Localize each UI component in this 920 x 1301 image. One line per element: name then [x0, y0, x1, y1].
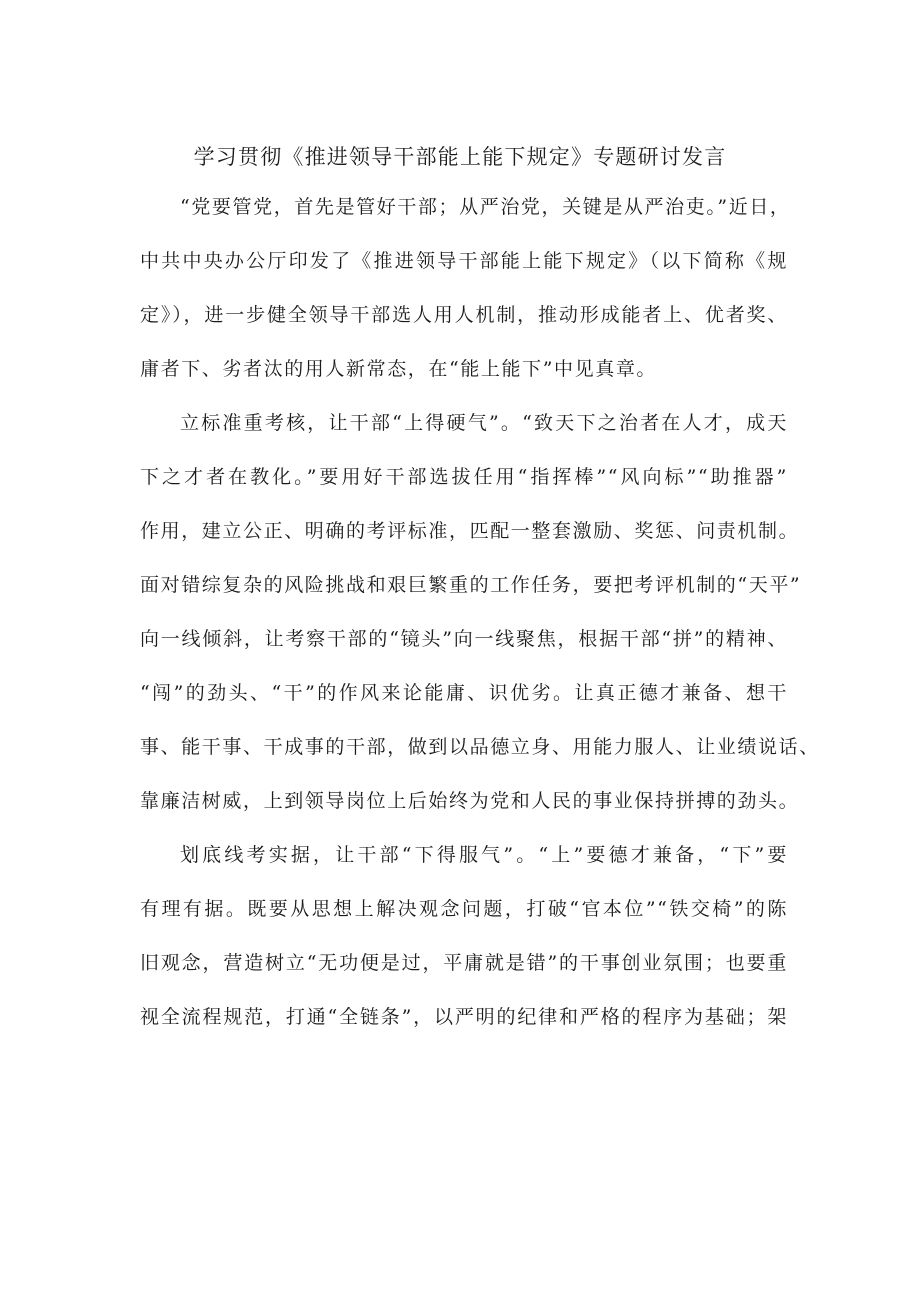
paragraph-2-line-3: 作用，建立公正、明确的考评标准，匹配一整套激励、奖惩、问责机制。: [140, 520, 800, 542]
paragraph-1-line-2: 中共中央办公厅印发了《推进领导干部能上能下规定》（以下简称《规: [140, 250, 788, 272]
paragraph-2-line-1: 立标准重考核，让干部“上得硬气”。“致天下之治者在人才，成天: [180, 412, 788, 434]
paragraph-2-line-6: “闯”的劲头、“干”的作风来论能庸、识优劣。让真正德才兼备、想干: [140, 682, 788, 704]
paragraph-3-line-1: 划底线考实据，让干部“下得服气”。“上”要德才兼备，“下”要: [180, 844, 788, 866]
paragraph-2-line-4: 面对错综复杂的风险挑战和艰巨繁重的工作任务，要把考评机制的“天平”: [140, 574, 802, 596]
paragraph-3-line-3: 旧观念，营造树立“无功便是过，平庸就是错”的干事创业氛围；也要重: [140, 952, 788, 974]
document-body: [140, 180, 820, 1044]
paragraph-3-line-2: 有理有据。既要从思想上解决观念问题，打破“官本位”“铁交椅”的陈: [140, 898, 788, 920]
paragraph-1-line-1: “党要管党，首先是管好干部；从严治党，关键是从严治吏。”近日，: [180, 196, 791, 218]
paragraph-2-line-2: 下之才者在教化。”要用好干部选拔任用“指挥棒”“风向标”“助推器”: [140, 466, 788, 488]
paragraph-3-line-4: 视全流程规范，打通“全链条”，以严明的纪律和严格的程序为基础；架: [140, 1006, 788, 1028]
document-title: 学习贯彻《推进领导干部能上能下规定》专题研讨发言: [193, 145, 727, 169]
paragraph-2-line-8: 靠廉洁树威，上到领导岗位上后始终为党和人民的事业保持拼搏的劲头。: [140, 790, 800, 812]
paragraph-1-line-4: 庸者下、劣者汰的用人新常态，在“能上能下”中见真章。: [140, 358, 658, 380]
paragraph-2-line-7: 事、能干事、干成事的干部，做到以品德立身、用能力服人、让业绩说话、: [140, 736, 820, 758]
paragraph-1-line-3: 定》），进一步健全领导干部选人用人机制，推动形成能者上、优者奖、: [140, 304, 788, 326]
paragraph-2-line-5: 向一线倾斜，让考察干部的“镜头”向一线聚焦，根据干部“拼”的精神、: [140, 628, 788, 650]
